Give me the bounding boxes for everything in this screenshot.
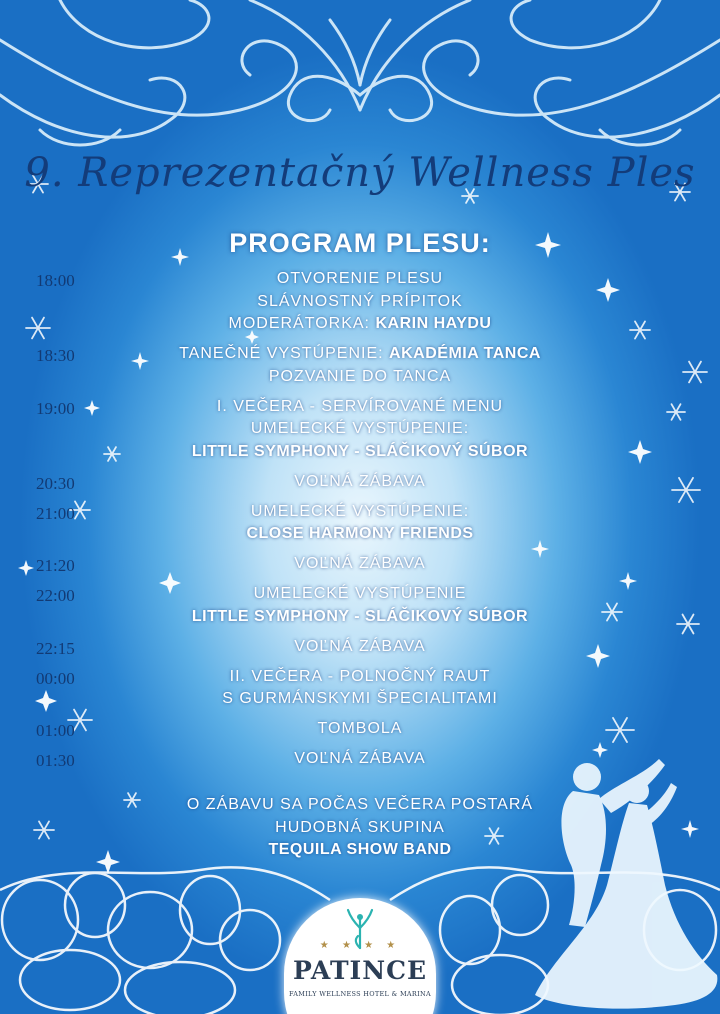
program-line-text: S GURMÁNSKYMI ŠPECIALITAMI — [222, 690, 498, 707]
program-time: 22:00 — [36, 586, 75, 605]
program-line — [120, 343, 600, 366]
snowflake-icon — [672, 478, 700, 502]
program-item-lines — [120, 501, 600, 546]
performer-name: CLOSE HARMONY FRIENDS — [246, 525, 474, 542]
program-line — [120, 441, 600, 464]
program-item-lines — [120, 666, 600, 711]
program-time: 18:00 — [36, 271, 75, 290]
snowflake-icon — [104, 447, 120, 461]
program-line — [120, 471, 600, 494]
program-line — [120, 666, 600, 689]
program-line-text: VOĽNÁ ZÁBAVA — [294, 472, 426, 490]
snowflake-icon — [26, 318, 50, 339]
program-line — [120, 501, 600, 524]
poster-title: 9. Reprezentačný Wellness Ples — [24, 150, 696, 196]
program-item-lines — [120, 553, 600, 576]
program-time: 01:00 — [36, 721, 75, 740]
program-line-text: II. VEČERA - POLNOČNÝ RAUT — [229, 667, 491, 685]
program-item-lines — [120, 636, 600, 659]
closing-line-text: O ZÁBAVU SA POČAS VEČERA POSTARÁ — [186, 796, 534, 813]
program-line — [120, 636, 600, 659]
program-line-text: TOMBOLA — [317, 720, 403, 737]
program-line-text: POZVANIE DO TANCA — [268, 367, 452, 385]
program-line-text: VOĽNÁ ZÁBAVA — [294, 637, 426, 655]
program-time: 21:00 — [36, 503, 75, 523]
program-line-text: UMELECKÉ VYSTÚPENIE: — [250, 502, 470, 520]
snowflake-icon — [34, 821, 54, 838]
program-line-text: UMELECKÉ VYSTÚPENIE — [253, 585, 467, 602]
program-heading: PROGRAM PLESU: — [229, 228, 491, 258]
snowflake-icon — [667, 404, 685, 420]
program-item-lines — [120, 396, 600, 464]
program-item-lines — [120, 268, 600, 336]
program-time: 22:15 — [36, 638, 75, 658]
snowflake-icon — [606, 718, 634, 742]
program-line-text: VOĽNÁ ZÁBAVA — [294, 750, 426, 767]
sparkle-icon — [628, 440, 652, 464]
program-line — [120, 291, 600, 314]
program-line — [120, 688, 600, 711]
snowflake-icon — [602, 603, 622, 620]
program-line-text: SLÁVNOSTNÝ PRÍPITOK — [257, 292, 463, 310]
logo-subtitle: FAMILY WELLNESS HOTEL & MARINA — [289, 990, 431, 998]
program-line-text: OTVORENIE PLESU — [276, 270, 444, 287]
program-line-text: VOĽNÁ ZÁBAVA — [294, 555, 426, 572]
program-line — [120, 718, 600, 741]
top-filigree — [0, 0, 720, 145]
program-time: 01:30 — [36, 751, 75, 770]
program-line — [120, 313, 600, 336]
program-line — [120, 523, 600, 546]
program-item-lines — [120, 583, 600, 628]
program-line — [120, 583, 600, 606]
program-line — [120, 553, 600, 576]
program-line — [120, 418, 600, 441]
snowflake-icon — [677, 615, 699, 634]
program-line-text: UMELECKÉ VYSTÚPENIE: — [250, 420, 470, 437]
program-line-text: TANEČNÉ VYSTÚPENIE: — [179, 345, 390, 362]
performer-name: KARIN HAYDU — [375, 315, 492, 332]
program-item-lines — [120, 718, 600, 741]
program-time: 21:20 — [36, 556, 75, 575]
sparkle-icon — [96, 850, 120, 874]
program-time: 20:30 — [36, 473, 75, 493]
program-line — [120, 268, 600, 291]
program-line — [120, 606, 600, 629]
logo-stars: ★ ★ ★ ★ — [319, 940, 401, 951]
program-line-text: MODERÁTORKA: — [228, 315, 376, 332]
snowflake-icon — [630, 321, 650, 338]
program-line — [120, 396, 600, 419]
performer-name: LITTLE SYMPHONY - SLÁČIKOVÝ SÚBOR — [191, 607, 529, 625]
sparkle-icon — [35, 690, 57, 712]
logo-name: PATINCE — [292, 956, 428, 985]
program-item-lines — [120, 343, 600, 388]
sparkle-icon — [619, 572, 637, 590]
program-time: 19:00 — [36, 398, 75, 418]
closing-line-text: HUDOBNÁ SKUPINA — [275, 818, 445, 836]
program-line — [120, 366, 600, 389]
program-time: 18:30 — [36, 346, 75, 365]
program-line-text: I. VEČERA - SERVÍROVANÉ MENU — [216, 397, 504, 415]
performer-name: LITTLE SYMPHONY - SLÁČIKOVÝ SÚBOR — [191, 442, 529, 460]
performer-name: AKADÉMIA TANCA — [389, 345, 541, 362]
dancing-couple-icon — [525, 755, 720, 1014]
program-time: 00:00 — [36, 668, 75, 688]
program-item-lines — [120, 471, 600, 494]
band-name: TEQUILA SHOW BAND — [268, 841, 452, 858]
sparkle-icon — [18, 560, 34, 576]
snowflake-icon — [683, 362, 707, 383]
